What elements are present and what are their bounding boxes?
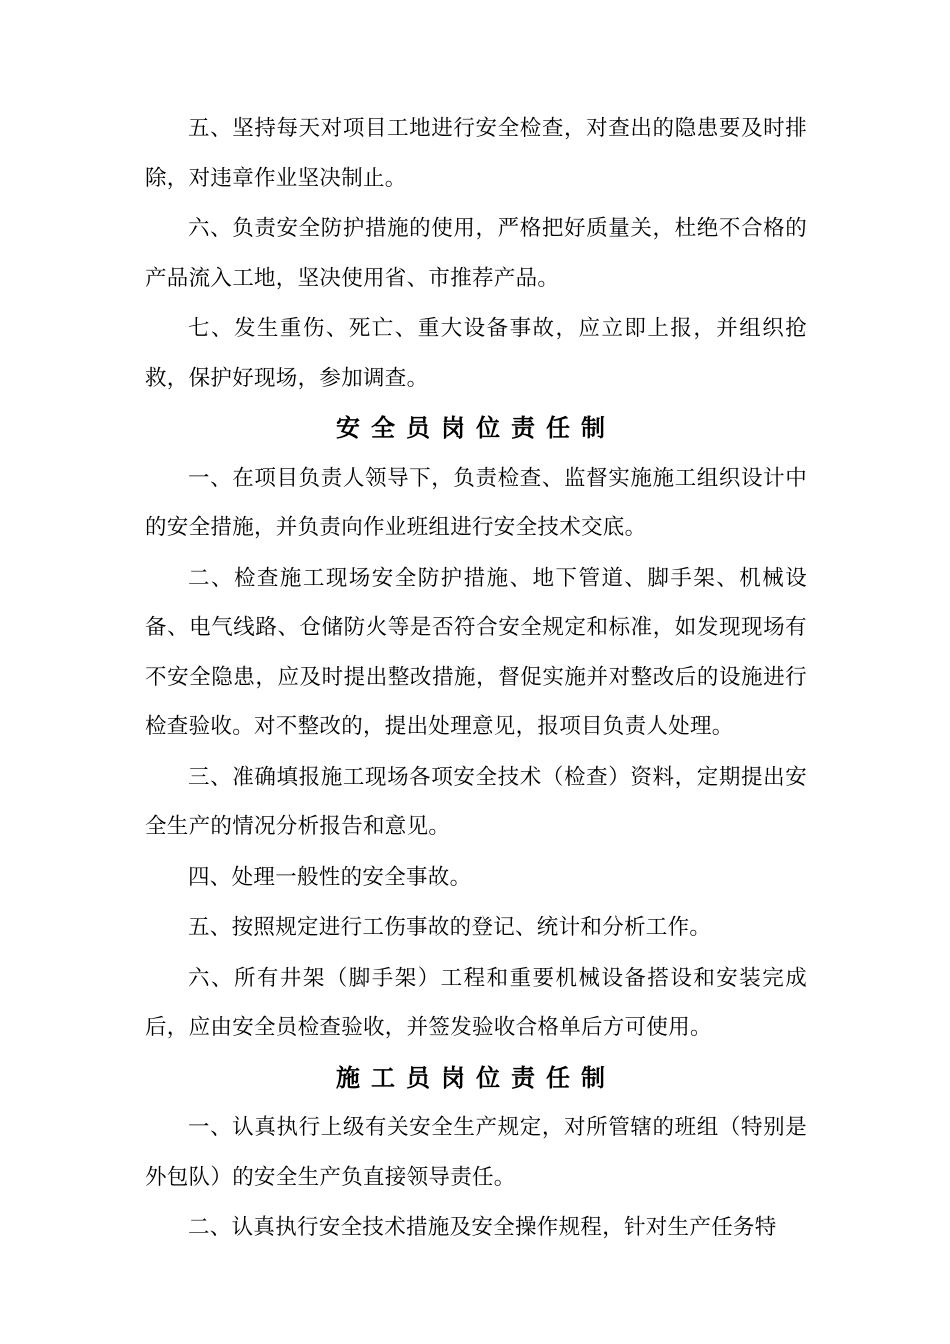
paragraph: 五、坚持每天对项目工地进行安全检查，对查出的隐患要及时排除，对违章作业坚决制止。 [145, 116, 807, 191]
paragraph: 六、所有井架（脚手架）工程和重要机械设备搭设和安装完成后，应由安全员检查验收，并签发验收合格单后方可使用。 [145, 965, 807, 1040]
paragraph: 二、认真执行安全技术措施及安全操作规程，针对生产任务特 [188, 1215, 777, 1240]
paragraph: 二、检查施工现场安全防护措施、地下管道、脚手架、机械设备、电气线路、仓储防火等是否符合安全规定和标准，如发现现场有不安全隐患，应及时提出整改措施，督促实施并对整改后的设施进行检查验收。对不整改的，提出处理意见，报项目负责人处理。 [145, 565, 807, 739]
document-body [145, 104, 807, 1254]
paragraph: 五、按照规定进行工伤事故的登记、统计和分析工作。 [188, 915, 712, 940]
section-heading: 施工员岗位责任制 [336, 1063, 616, 1092]
paragraph: 三、准确填报施工现场各项安全技术（检查）资料，定期提出安全生产的情况分析报告和意见。 [145, 764, 807, 839]
paragraph: 四、处理一般性的安全事故。 [188, 864, 472, 890]
paragraph: 一、在项目负责人领导下，负责检查、监督实施施工组织设计中的安全措施，并负责向作业班组进行安全技术交底。 [145, 465, 807, 540]
section-heading: 安全员岗位责任制 [336, 414, 616, 442]
paragraph: 七、发生重伤、死亡、重大设备事故，应立即上报，并组织抢救，保护好现场，参加调查。 [145, 316, 807, 391]
paragraph: 一、认真执行上级有关安全生产规定，对所管辖的班组（特别是外包队）的安全生产负直接领导责任。 [145, 1115, 807, 1190]
paragraph: 六、负责安全防护措施的使用，严格把好质量关，杜绝不合格的产品流入工地，坚决使用省、市推荐产品。 [145, 216, 807, 291]
